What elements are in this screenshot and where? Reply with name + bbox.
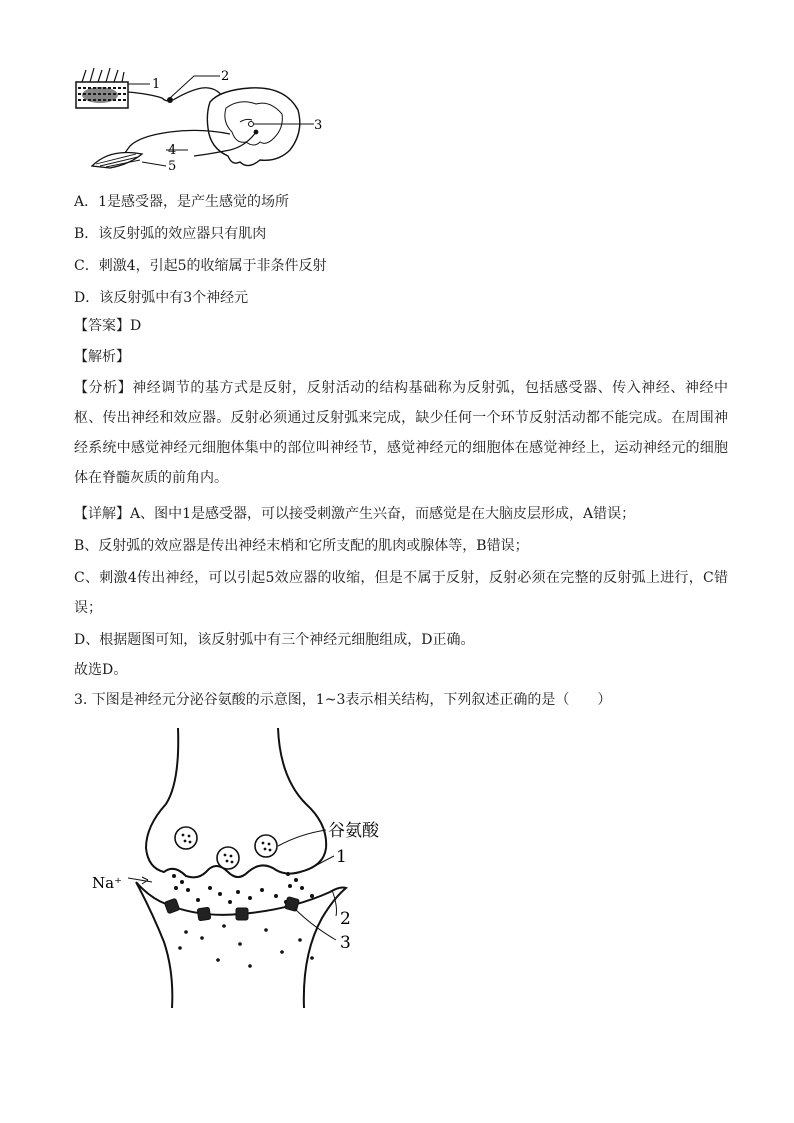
option-c: C．刺激4，引起5的收缩属于非条件反射 bbox=[74, 258, 327, 274]
fig2-label-3: 3 bbox=[340, 933, 351, 953]
fenxi-paragraph bbox=[74, 373, 728, 493]
fig1-label-2: 2 bbox=[221, 69, 230, 84]
glutamate-label: 谷氨酸 bbox=[328, 821, 379, 841]
sodium-ion-label: Na⁺ bbox=[92, 874, 122, 892]
synapse-figure bbox=[90, 722, 420, 1012]
receptor-skin bbox=[76, 68, 128, 108]
question3-stem: 3. 下图是神经元分泌谷氨酸的示意图，1~3表示相关结构，下列叙述正确的是（ ） bbox=[74, 692, 612, 708]
option-b: B．该反射弧的效应器只有肌肉 bbox=[74, 226, 267, 242]
fig1-label-3: 3 bbox=[314, 118, 323, 133]
answer-tag: 【答案】 bbox=[74, 318, 130, 334]
analysis-tag: 【解析】 bbox=[74, 349, 130, 365]
fig2-label-1: 1 bbox=[336, 847, 347, 867]
fig1-label-1: 1 bbox=[152, 77, 161, 92]
answer-line bbox=[74, 314, 734, 338]
option-d: D．该反射弧中有3个神经元 bbox=[74, 290, 249, 306]
fig1-label-4: 4 bbox=[168, 143, 177, 158]
xiangjie-a bbox=[74, 499, 728, 529]
xiangjie-tag: 【详解】 bbox=[74, 506, 130, 522]
fenxi-text: 神经调节的基方式是反射，反射活动的结构基础称为反射弧，包括感受器、传入神经、神经中枢、传出神经和效应器。反射必须通过反射弧来完成，缺少任何一个环节反射活动都不能完成。在周围神经系统中感觉神经元细胞体集中的部位叫神经节，感觉神经元的细胞体在感觉神经上，运动神经元的细胞体在脊髓灰质的前角内。 bbox=[74, 380, 729, 486]
fenxi-tag: 【分析】 bbox=[74, 380, 133, 396]
conclusion: 故选D。 bbox=[74, 662, 128, 678]
answer-value: D bbox=[130, 318, 142, 334]
xiangjie-line-c: C、刺激4传出神经，可以引起5效应器的收缩，但是不属于反射，反射必须在完整的反射弧上进行，C错误； bbox=[74, 570, 728, 616]
xiangjie-line-a: A、图中1是感受器，可以接受刺激产生兴奋，而感觉是在大脑皮层形成，A错误； bbox=[130, 506, 636, 522]
option-a: A．1是感受器，是产生感觉的场所 bbox=[74, 194, 290, 210]
spinal-cord bbox=[207, 88, 299, 166]
reflex-arc-figure bbox=[70, 62, 330, 180]
fig1-label-5: 5 bbox=[168, 159, 177, 174]
effector-muscle bbox=[92, 153, 142, 169]
xiangjie-line-b: B、反射弧的效应器是传出神经末梢和它所支配的肌肉或腺体等，B错误； bbox=[74, 538, 529, 554]
xiangjie-line-d: D、根据题图可知，该反射弧中有三个神经元细胞组成，D正确。 bbox=[74, 632, 475, 648]
fig2-label-2: 2 bbox=[340, 909, 351, 929]
